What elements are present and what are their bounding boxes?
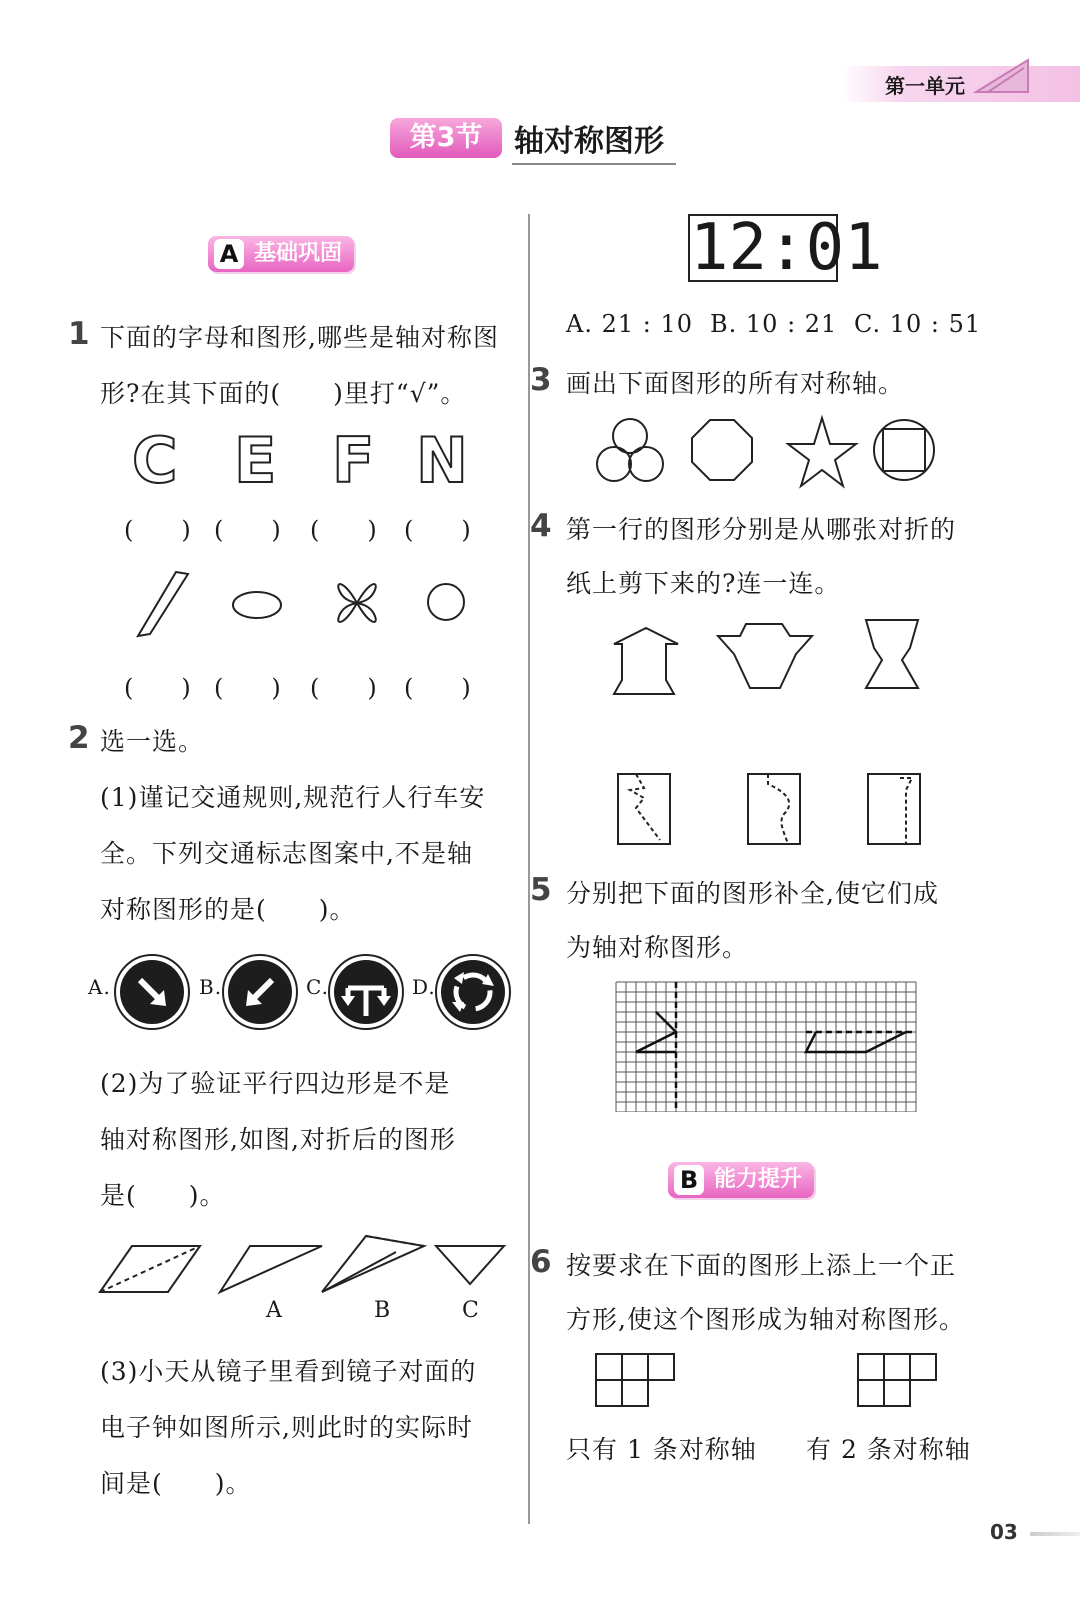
q5-number: 5 [530, 872, 552, 908]
answer-paren[interactable]: ( ) [310, 516, 377, 544]
q2-p2-line1: (2)为了验证平行四边形是不是 [100, 1069, 451, 1098]
q4-number: 4 [530, 508, 552, 544]
letter-e: E [234, 424, 277, 497]
answer-paren[interactable]: ( ) [124, 516, 191, 544]
answer-paren[interactable]: ( ) [404, 516, 471, 544]
page-number: 03 [990, 1520, 1018, 1544]
folded-paper-3 [868, 774, 920, 844]
q6-caption1: 只有 1 条对称轴 [566, 1435, 757, 1464]
q3-text: 画出下面图形的所有对称轴。 [566, 369, 905, 398]
vase-shape [718, 624, 812, 688]
option-b: B. 10 : 21 [710, 310, 838, 338]
answer-paren[interactable]: ( ) [310, 674, 377, 702]
q5-line1: 分别把下面的图形补全,使它们成 [566, 879, 939, 908]
q6-line1: 按要求在下面的图形上添上一个正 [566, 1251, 957, 1280]
section-title: 轴对称图形 [512, 116, 676, 165]
q2-p2-line2: 轴对称图形,如图,对折后的图形 [100, 1125, 456, 1154]
answer-paren[interactable]: ( ) [214, 516, 281, 544]
section-badge: 第3节 [390, 118, 502, 158]
square-figure-2 [858, 1354, 936, 1406]
column-divider [528, 214, 530, 1524]
answer-paren[interactable]: ( ) [124, 674, 191, 702]
q2-p1-line1: (1)谨记交通规则,规范行人行车安 [100, 783, 486, 812]
letter-n: N [416, 424, 468, 497]
q4-cut-shapes [600, 614, 940, 698]
sign-label-a: A. [88, 975, 111, 999]
q2-p1-line2: 全。下列交通标志图案中,不是轴 [100, 839, 473, 868]
q1-number: 1 [68, 316, 90, 352]
traffic-signs [100, 950, 520, 1036]
outline-letters [110, 420, 510, 500]
left-right-turn-sign-icon [329, 955, 403, 1029]
ellipse-shape [233, 592, 281, 618]
q4-line1: 第一行的图形分别是从哪张对折的 [566, 515, 957, 544]
option-c: C. 10 : 51 [854, 310, 982, 338]
q1-shapes [120, 560, 520, 650]
folded-paper-1 [618, 774, 670, 844]
roundabout-sign-icon [436, 955, 510, 1029]
q2-p2-line3: 是( )。 [100, 1181, 226, 1210]
shape-label-a: A [266, 1298, 283, 1323]
four-petal-flower-shape [338, 584, 376, 622]
q2-p3-line1: (3)小天从镜子里看到镜子对面的 [100, 1357, 477, 1386]
three-circles-shape [597, 419, 663, 481]
level-a-letter: A [214, 239, 244, 269]
answer-paren[interactable]: ( ) [214, 674, 281, 702]
q4-line2: 纸上剪下来的?连一连。 [566, 569, 841, 598]
q2-p1-line3: 对称图形的是( )。 [100, 895, 356, 924]
letter-c: C [132, 424, 178, 497]
option-b-folded-shape [322, 1236, 424, 1292]
fold-shapes [90, 1232, 520, 1302]
q1-line2: 形?在其下面的( )里打“√”。 [100, 379, 467, 408]
ruler-triangle-icon [968, 56, 1038, 96]
q1-line1: 下面的字母和图形,哪些是轴对称图 [100, 323, 499, 352]
q5-line2: 为轴对称图形。 [566, 933, 749, 962]
level-a-badge [208, 236, 354, 272]
q4-folded-papers [600, 768, 940, 852]
q3-number: 3 [530, 362, 552, 398]
q2-p3-line2: 电子钟如图所示,则此时的实际时 [100, 1413, 473, 1442]
sign-label-d: D. [412, 975, 436, 999]
q6-square-figures [590, 1350, 950, 1412]
page-number-rule [1030, 1532, 1080, 1536]
parallelogram-shape [138, 572, 188, 636]
level-a-title: 基础巩固 [254, 241, 343, 266]
arrow-house-shape [614, 628, 678, 694]
square-figure-1 [596, 1354, 674, 1406]
parallelogram-with-diagonal-shape [100, 1246, 200, 1292]
q6-caption2: 有 2 条对称轴 [806, 1435, 971, 1464]
answer-paren[interactable]: ( ) [404, 674, 471, 702]
shape-label-c: C [462, 1298, 480, 1323]
letter-f: F [332, 424, 375, 497]
option-a-triangle-shape [220, 1246, 322, 1292]
level-b-badge [668, 1162, 814, 1198]
down-right-arrow-sign-icon [115, 955, 189, 1029]
q3-shapes [590, 414, 950, 494]
circle-shape [428, 584, 464, 620]
sign-label-b: B. [199, 975, 223, 999]
goblet-shape [866, 620, 918, 688]
shape-label-b: B [374, 1298, 392, 1323]
star-shape [788, 418, 856, 486]
option-c-triangle-shape [436, 1246, 504, 1284]
unit-title: 第一单元 [885, 74, 965, 98]
square-in-circle-shape [874, 420, 934, 480]
down-left-arrow-sign-icon [223, 955, 297, 1029]
q2-p3-line3: 间是( )。 [100, 1469, 252, 1498]
octagon-shape [692, 420, 752, 480]
q6-line2: 方形,使这个图形成为轴对称图形。 [566, 1305, 965, 1334]
level-b-letter: B [674, 1165, 704, 1195]
folded-paper-2 [748, 774, 800, 844]
q5-grid [614, 980, 920, 1112]
sign-label-c: C. [306, 975, 329, 999]
q2-number: 2 [68, 720, 90, 756]
clock-display: 12:01 [690, 211, 883, 285]
q2-title: 选一选。 [100, 727, 205, 756]
level-b-title: 能力提升 [714, 1167, 803, 1192]
digital-clock [688, 211, 883, 285]
q6-number: 6 [530, 1244, 552, 1280]
option-a: A. 21 : 10 [566, 310, 694, 338]
